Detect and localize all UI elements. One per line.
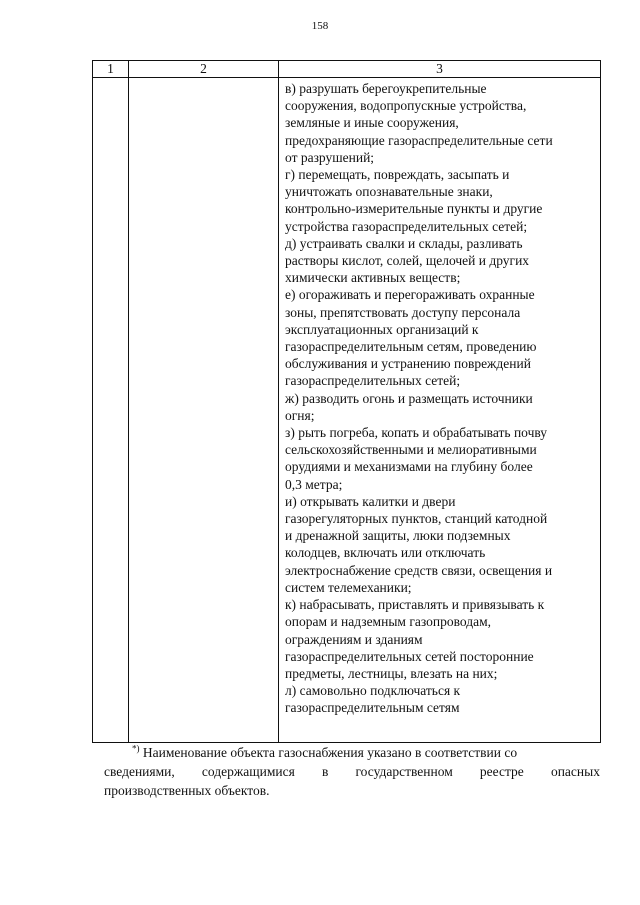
text-line: ж) разводить огонь и размещать источники bbox=[285, 390, 533, 406]
text-line: орудиями и механизмами на глубину более bbox=[285, 459, 533, 475]
text-line: е) огораживать и перегораживать охранные bbox=[285, 287, 535, 303]
footnote-word: сведениями, bbox=[104, 764, 175, 779]
text-line: контрольно-измерительные пункты и другие bbox=[285, 201, 543, 217]
footnote-word: реестре bbox=[479, 764, 524, 779]
text-line: обслуживания и устранению повреждений bbox=[285, 356, 531, 372]
text-line: опорам и надземным газопроводам, bbox=[285, 614, 491, 630]
table-row bbox=[93, 78, 601, 743]
text-line: сооружения, водопропускные устройства, bbox=[285, 98, 527, 114]
text-line: от разрушений; bbox=[285, 149, 375, 165]
text-line: огня; bbox=[285, 407, 315, 423]
footnote-word: в bbox=[321, 764, 329, 779]
text-line: устройства газораспределительных сетей; bbox=[285, 218, 528, 234]
footnote-marker: *) bbox=[132, 743, 140, 754]
text-line: предохраняющие газораспределительные сети bbox=[285, 132, 553, 148]
restrictions-text bbox=[279, 78, 600, 742]
footnote-line-2 bbox=[104, 762, 600, 781]
text-line: л) самовольно подключаться к bbox=[285, 683, 461, 699]
footnote-word: государственном bbox=[355, 764, 453, 779]
text-line: газорегуляторных пунктов, станций катодной bbox=[285, 511, 548, 527]
text-line: систем телемеханики; bbox=[285, 579, 412, 595]
text-line: эксплуатационных организаций к bbox=[285, 321, 479, 337]
cell-col2 bbox=[129, 78, 279, 743]
content-table bbox=[92, 60, 601, 743]
text-line: газораспределительных сетей посторонние bbox=[285, 648, 534, 664]
text-line: химически активных веществ; bbox=[285, 270, 461, 286]
text-line: 0,3 метра; bbox=[285, 476, 343, 492]
text-line: з) рыть погреба, копать и обрабатывать почву bbox=[285, 425, 548, 441]
text-line: г) перемещать, повреждать, засыпать и bbox=[285, 167, 510, 183]
column-header-3: 3 bbox=[279, 61, 601, 78]
footnote-line-1 bbox=[104, 743, 600, 762]
text-line: растворы кислот, солей, щелочей и других bbox=[285, 253, 530, 269]
footnote-text-1: Наименование объекта газоснабжения указано в соответствии со bbox=[142, 745, 518, 760]
column-header-1: 1 bbox=[93, 61, 129, 78]
cell-col1 bbox=[93, 78, 129, 743]
footnote bbox=[104, 743, 600, 800]
text-line: предметы, лестницы, влезать на них; bbox=[285, 665, 498, 681]
text-line: д) устраивать свалки и склады, разливать bbox=[285, 235, 523, 251]
text-line: и дренажной защиты, люки подземных bbox=[285, 528, 511, 544]
footnote-line-3: производственных объектов. bbox=[104, 783, 270, 798]
text-line: электроснабжение средств связи, освещения и bbox=[285, 562, 553, 578]
column-header-2: 2 bbox=[129, 61, 279, 78]
text-line: газораспределительным сетям bbox=[285, 700, 460, 716]
text-line: зоны, препятствовать доступу персонала bbox=[285, 304, 521, 320]
text-line: и) открывать калитки и двери bbox=[285, 493, 456, 509]
text-line: газораспределительных сетей; bbox=[285, 373, 461, 389]
text-line: газораспределительным сетям, проведению bbox=[285, 339, 537, 355]
text-line: ограждениям и зданиям bbox=[285, 631, 423, 647]
text-line: в) разрушать берегоукрепительные bbox=[285, 81, 487, 96]
text-line: к) набрасывать, приставлять и привязывать к bbox=[285, 597, 545, 613]
footnote-word: опасных bbox=[550, 764, 600, 779]
text-line: сельскохозяйственными и мелиоративными bbox=[285, 442, 537, 458]
footnote-word: содержащимися bbox=[201, 764, 295, 779]
text-line: колодцев, включать или отключать bbox=[285, 545, 486, 561]
cell-col3 bbox=[279, 78, 601, 743]
page-number: 158 bbox=[311, 20, 329, 32]
text-line: уничтожать опознавательные знаки, bbox=[285, 184, 493, 200]
text-line: земляные и иные сооружения, bbox=[285, 115, 459, 131]
table-header-row bbox=[93, 61, 601, 78]
